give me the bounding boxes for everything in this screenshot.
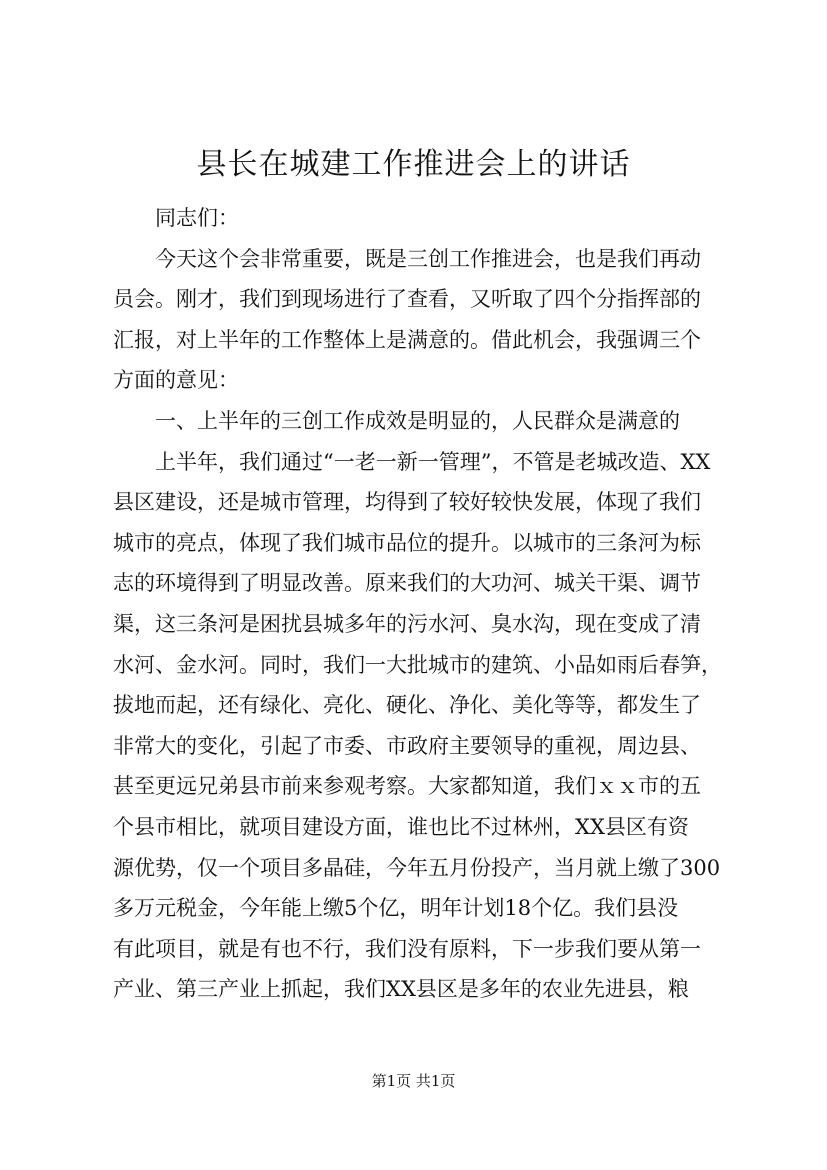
text-line: 今天这个会非常重要，既是三创工作推进会，也是我们再动: [155, 246, 701, 271]
text-line: 上半年，我们通过“一老一新一管理”，不管是老城改造、XX: [155, 449, 711, 474]
text-line: 汇报，对上半年的工作整体上是满意的。借此机会，我强调三个: [113, 327, 701, 352]
text-line: 甚至更远兄弟县市前来参观考察。大家都知道，我们ｘｘ市的五: [113, 774, 701, 799]
text-line: 方面的意见：: [113, 368, 239, 393]
text-line: 城市的亮点，体现了我们城市品位的提升。以城市的三条河为标: [113, 530, 701, 555]
text-line: 有此项目，就是有也不行，我们没有原料，下一步我们要从第一: [113, 936, 701, 961]
text-line: 产业、第三产业上抓起，我们XX县区是多年的农业先进县，粮: [113, 977, 689, 1002]
page-footer: 第1页 共1页: [371, 1072, 456, 1090]
document-body: [113, 198, 722, 1010]
text-line: 同志们：: [155, 206, 239, 230]
text-line: 源优势，仅一个项目多晶硅，今年五月份投产，当月就上缴了300: [113, 855, 721, 880]
text-line: 县区建设，还是城市管理，均得到了较好较快发展，体现了我们: [113, 490, 701, 515]
text-line: 拔地而起，还有绿化、亮化、硬化、净化、美化等等，都发生了: [113, 693, 701, 718]
text-line: 个县市相比，就项目建设方面，谁也比不过林州，XX县区有资: [113, 814, 689, 839]
text-line: 水河、金水河。同时，我们一大批城市的建筑、小品如雨后春笋，: [113, 652, 722, 677]
text-line: 志的环境得到了明显改善。原来我们的大功河、城关干渠、调节: [113, 571, 701, 596]
section-heading: 一、上半年的三创工作成效是明显的，人民群众是满意的: [155, 408, 680, 433]
text-line: 多万元税金，今年能上缴5个亿，明年计划18个亿。我们县没: [113, 896, 679, 921]
text-line: 渠，这三条河是困扰县城多年的污水河、臭水沟，现在变成了清: [113, 611, 701, 636]
document-title: 县长在城建工作推进会上的讲话: [196, 147, 631, 182]
text-line: 员会。刚才，我们到现场进行了查看，又听取了四个分指挥部的: [113, 287, 701, 312]
text-line: 非常大的变化，引起了市委、市政府主要领导的重视，周边县、: [113, 733, 701, 758]
